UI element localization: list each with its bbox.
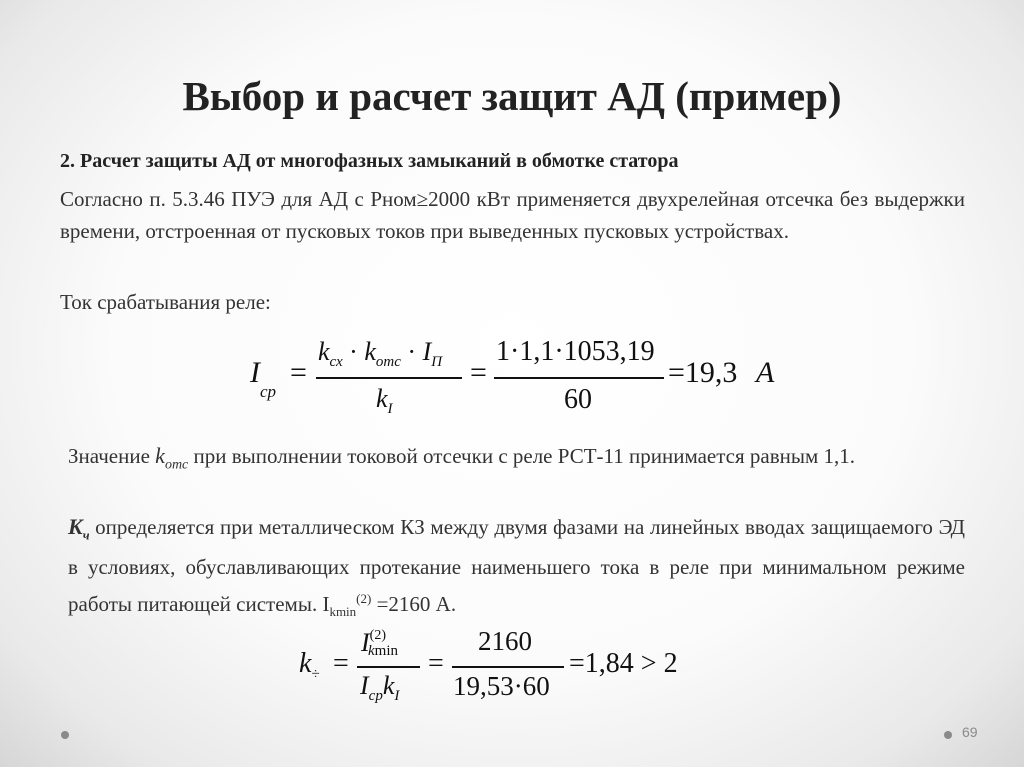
formula2-result: =1,84 > 2: [569, 648, 678, 679]
paragraph-kch-definition: $K_ч$ определяется при металлическом КЗ между двумя фазами на линейных вводах защищаемого ЭД в условиях, обуславливающих протекание наименьшего тока в реле при минимальном режиме работы питающей системы. $I_{kmin}^{(2)} =2160$ А.: [68, 514, 965, 620]
paragraph-kots-value: Значение $k_{отс}$ при выполнении токовой отсечки с реле РСТ-11 принимается равным 1,1.: [68, 443, 856, 473]
left-dot-marker: [61, 731, 69, 739]
formula1-numerator: $k_{сх} \cdot k_{отс} \cdot I_П$: [318, 337, 443, 371]
formula2-bar1: [357, 666, 420, 668]
formula2-numerator: $I^{(2)}kmin$: [361, 628, 399, 659]
kots-symbol: $k_{отс}$: [155, 443, 189, 473]
paragraph-relay-current: Ток срабатывания реле:: [60, 290, 271, 314]
formula1-result: =19,3: [668, 356, 738, 389]
formula1-bar2: [494, 377, 664, 379]
formula2-den-values: 19,53·60: [453, 671, 550, 701]
formula1-eq1: =: [290, 356, 307, 389]
formula1-lhs: $I_{ср}$: [250, 356, 277, 401]
formula2-num-values: 2160: [478, 626, 532, 656]
kch-symbol: $K_ч$: [68, 514, 90, 543]
slide-title: Выбор и расчет защит АД (пример): [182, 73, 842, 119]
formula2-bar2: [452, 666, 564, 668]
formula1-denominator: $k_I$: [376, 384, 393, 418]
formula1-den-values: 60: [564, 384, 592, 415]
formula1-eq2: =: [470, 356, 487, 389]
page-number: 69: [962, 724, 978, 740]
formula1-bar1: [316, 377, 462, 379]
formula2-denominator: $I_{ср}k_I$: [360, 671, 400, 705]
formula1-num-values: 1·1,1·1053,19: [496, 336, 655, 367]
formula1-unit: A: [756, 356, 775, 389]
formula2-eq1: =: [333, 648, 349, 679]
paragraph-puе-reference: Согласно п. 5.3.46 ПУЭ для АД с Pном≥2000 кВт применяется двухрелейная отсечка без выдержки времени, отстроенная от пусковых токов при выведенных пусковых устройствах.: [60, 187, 965, 243]
right-dot-marker: [944, 731, 952, 739]
formula2-lhs: $k_\div$: [299, 648, 320, 683]
formula2-eq2: =: [428, 648, 444, 679]
section-heading: 2. Расчет защиты АД от многофазных замыканий в обмотке статора: [60, 150, 679, 172]
